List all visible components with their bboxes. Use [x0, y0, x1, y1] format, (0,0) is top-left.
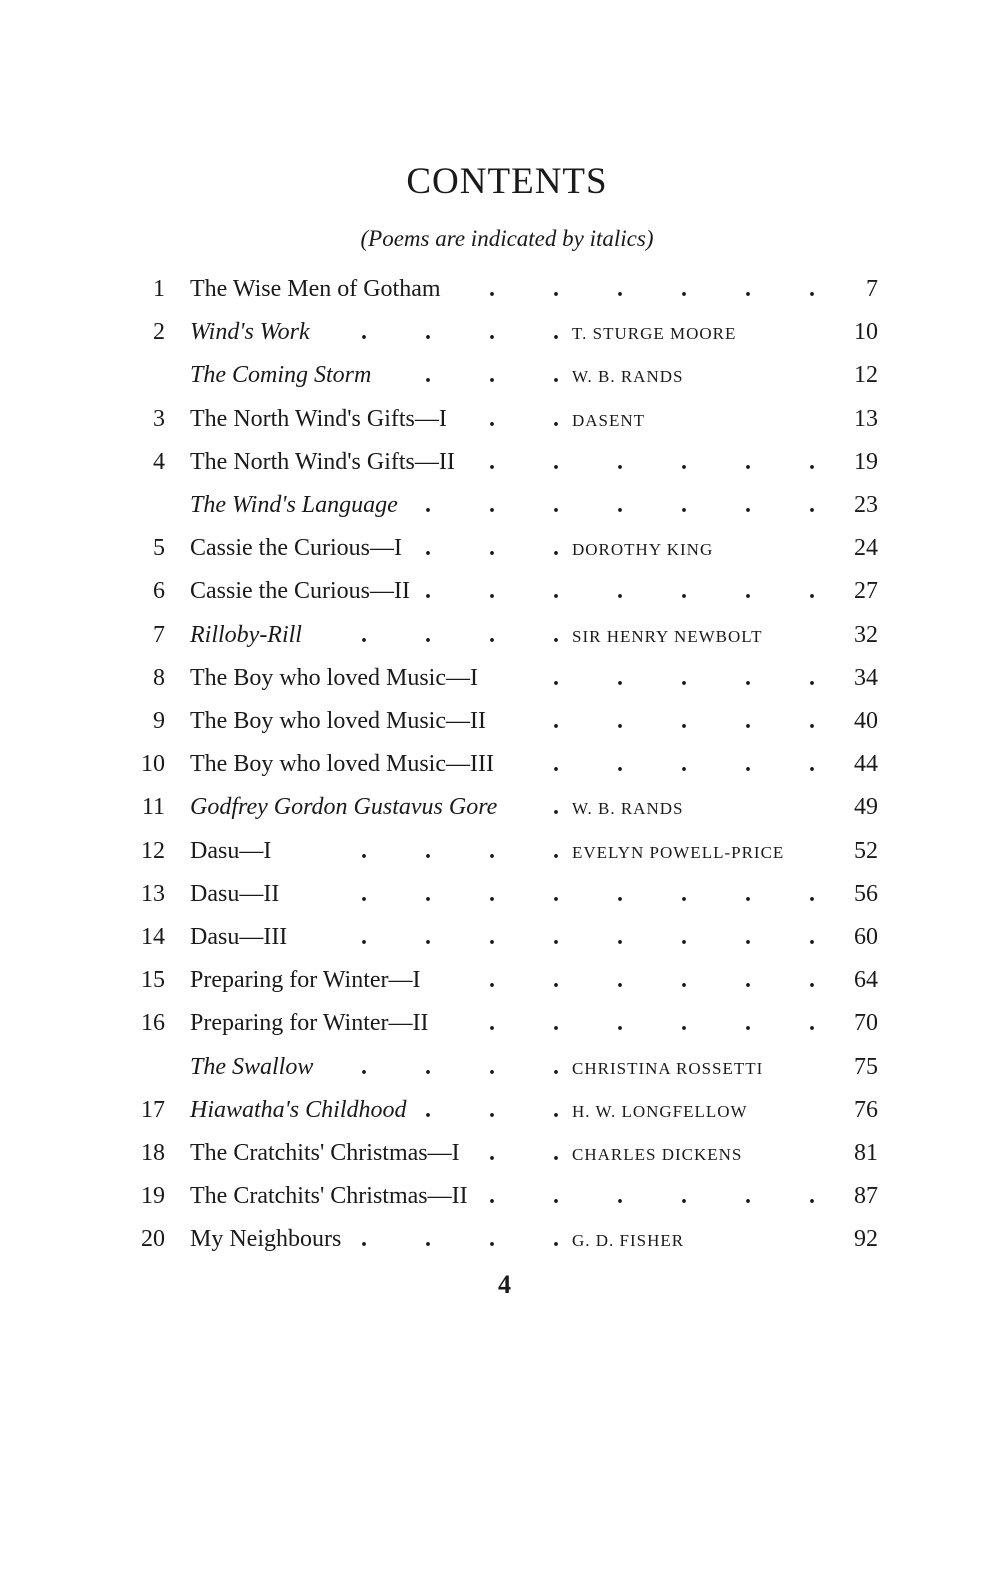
dot-leader: . [553, 880, 559, 907]
dot-leader: . [617, 1183, 623, 1210]
dot-leader: . [553, 664, 559, 691]
entry-page: 23 [854, 492, 878, 518]
contents-entry [0, 665, 1000, 705]
entry-number: 7 [153, 621, 165, 648]
italics-note: (Poems are indicated by italics) [360, 226, 654, 251]
dot-leader: . [553, 1226, 559, 1253]
contents-entry [0, 622, 1000, 662]
contents-entry [0, 1140, 1000, 1180]
dot-leader: . [809, 967, 815, 994]
dot-leader: . [553, 1140, 559, 1166]
dot-leader: . [489, 362, 495, 389]
entry-page: 12 [854, 362, 878, 389]
contents-entry [0, 967, 1000, 1007]
entry-number: 3 [153, 405, 165, 432]
dot-leader: . [489, 1140, 495, 1166]
entry-author: DOROTHY KING [572, 540, 714, 560]
entry-number: 9 [153, 708, 165, 734]
entry-title: The North Wind's Gifts—II [190, 448, 455, 475]
dot-leader: . [809, 664, 815, 691]
entry-author: W. B. RANDS [572, 367, 684, 387]
entry-title: The Wise Men of Gotham [190, 276, 441, 302]
entry-author: EVELYN POWELL-PRICE [572, 842, 785, 862]
entry-number: 19 [141, 1183, 165, 1210]
dot-leader: . [681, 1183, 687, 1210]
dot-leader: . [361, 837, 367, 864]
contents-entry [0, 751, 1000, 791]
dot-leader: . [361, 319, 367, 346]
dot-leader: . [489, 276, 495, 302]
dot-leader: . [425, 880, 431, 907]
entry-author: CHRISTINA ROSSETTI [572, 1058, 764, 1078]
contents-entry [0, 319, 1000, 359]
entry-number: 2 [153, 319, 165, 346]
entry-number: 17 [141, 1096, 165, 1123]
entry-author: SIR HENRY NEWBOLT [572, 626, 763, 646]
entry-page: 40 [854, 708, 878, 734]
dot-leader: . [681, 924, 687, 950]
dot-leader: . [745, 578, 751, 605]
entry-page: 92 [854, 1226, 878, 1253]
dot-leader: . [361, 880, 367, 907]
entry-author: W. B. RANDS [572, 799, 684, 819]
contents-entry [0, 1183, 1000, 1223]
contents-entry [0, 794, 1000, 834]
entry-title: Godfrey Gordon Gustavus Gore [190, 794, 498, 821]
entry-number: 11 [141, 794, 165, 821]
entry-page: 75 [854, 1053, 878, 1080]
entry-title: The Swallow [190, 1053, 314, 1080]
dot-leader: . [809, 880, 815, 907]
dot-leader: . [681, 276, 687, 302]
entry-page: 70 [854, 1010, 878, 1037]
dot-leader: . [361, 1226, 367, 1253]
dot-leader: . [617, 578, 623, 605]
dot-leader: . [425, 362, 431, 389]
dot-leader: . [617, 492, 623, 518]
dot-leader: . [361, 924, 367, 950]
entry-number: 1 [153, 276, 165, 302]
dot-leader: . [617, 1010, 623, 1037]
dot-leader: . [553, 578, 559, 605]
entry-page: 87 [854, 1183, 878, 1210]
dot-leader: . [745, 708, 751, 734]
dot-leader: . [489, 535, 495, 562]
dot-leader: . [489, 924, 495, 950]
dot-leader: . [745, 751, 751, 778]
entry-page: 56 [854, 880, 878, 907]
entry-number: 6 [153, 578, 165, 605]
dot-leader: . [745, 880, 751, 907]
page-title: CONTENTS [406, 161, 608, 202]
entry-title: Hiawatha's Childhood [190, 1096, 407, 1123]
dot-leader: . [553, 837, 559, 864]
entry-author: CHARLES DICKENS [572, 1145, 743, 1164]
dot-leader: . [809, 708, 815, 734]
dot-leader: . [809, 751, 815, 778]
entry-title: Cassie the Curious—I [190, 535, 402, 562]
dot-leader: . [745, 967, 751, 994]
dot-leader: . [489, 578, 495, 605]
entry-page: 49 [854, 794, 878, 821]
dot-leader: . [745, 492, 751, 518]
contents-entry [0, 881, 1000, 921]
dot-leader: . [617, 276, 623, 302]
entry-title: The Cratchits' Christmas—II [190, 1183, 468, 1210]
dot-leader: . [553, 319, 559, 346]
dot-leader: . [489, 319, 495, 346]
entry-author: G. D. FISHER [572, 1231, 685, 1251]
entry-title: Rilloby-Rill [190, 621, 302, 648]
entry-title: The Boy who loved Music—III [190, 751, 494, 778]
dot-leader: . [809, 276, 815, 302]
dot-leader: . [553, 1183, 559, 1210]
entry-number: 20 [141, 1226, 165, 1253]
entry-number: 4 [153, 448, 165, 475]
dot-leader: . [681, 448, 687, 475]
entry-page: 34 [854, 664, 878, 691]
dot-leader: . [425, 837, 431, 864]
entry-title: Preparing for Winter—I [190, 967, 421, 994]
dot-leader: . [681, 578, 687, 605]
dot-leader: . [553, 708, 559, 734]
dot-leader: . [489, 1053, 495, 1080]
entry-page: 52 [854, 837, 878, 864]
dot-leader: . [425, 1053, 431, 1080]
entry-title: Preparing for Winter—II [190, 1010, 429, 1037]
dot-leader: . [553, 362, 559, 389]
dot-leader: . [809, 448, 815, 475]
dot-leader: . [617, 751, 623, 778]
entry-title: Dasu—III [190, 924, 288, 950]
dot-leader: . [681, 967, 687, 994]
entry-page: 64 [854, 967, 878, 994]
entry-number: 5 [153, 535, 165, 562]
dot-leader: . [489, 880, 495, 907]
dot-leader: . [425, 492, 431, 518]
dot-leader: . [809, 924, 815, 950]
dot-leader: . [617, 664, 623, 691]
dot-leader: . [681, 1010, 687, 1037]
dot-leader: . [489, 492, 495, 518]
entry-page: 27 [854, 578, 878, 605]
dot-leader: . [745, 664, 751, 691]
dot-leader: . [681, 492, 687, 518]
entry-page: 76 [854, 1096, 878, 1123]
entry-title: The Boy who loved Music—II [190, 708, 486, 734]
entry-title: Wind's Work [190, 319, 310, 346]
entry-author: DASENT [572, 410, 646, 430]
entry-number: 13 [141, 880, 165, 907]
dot-leader: . [617, 708, 623, 734]
dot-leader: . [489, 837, 495, 864]
dot-leader: . [809, 492, 815, 518]
entry-page: 19 [854, 448, 878, 475]
dot-leader: . [553, 492, 559, 518]
entry-page: 24 [854, 535, 878, 562]
dot-leader: . [681, 880, 687, 907]
entry-title: The Coming Storm [190, 362, 372, 389]
entry-page: 32 [854, 621, 878, 648]
contents-entry [0, 708, 1000, 748]
dot-leader: . [425, 924, 431, 950]
contents-entry [0, 1054, 1000, 1094]
dot-leader: . [425, 621, 431, 648]
entry-title: The Cratchits' Christmas—I [190, 1140, 460, 1166]
dot-leader: . [617, 880, 623, 907]
entry-title: The Wind's Language [190, 492, 398, 518]
dot-leader: . [553, 967, 559, 994]
entry-author: T. STURGE MOORE [572, 324, 737, 344]
dot-leader: . [361, 621, 367, 648]
contents-entry [0, 449, 1000, 489]
dot-leader: . [745, 1183, 751, 1210]
dot-leader: . [745, 276, 751, 302]
dot-leader: . [489, 1096, 495, 1123]
contents-entry [0, 1010, 1000, 1050]
dot-leader: . [553, 535, 559, 562]
contents-entry [0, 276, 1000, 316]
dot-leader: . [553, 1096, 559, 1123]
contents-entry [0, 924, 1000, 964]
dot-leader: . [489, 1226, 495, 1253]
dot-leader: . [553, 1010, 559, 1037]
dot-leader: . [425, 319, 431, 346]
dot-leader: . [361, 1053, 367, 1080]
entry-page: 60 [854, 924, 878, 950]
contents-entry [0, 492, 1000, 532]
dot-leader: . [745, 924, 751, 950]
entry-author: H. W. LONGFELLOW [572, 1101, 748, 1121]
entry-page: 13 [854, 405, 878, 432]
entry-number: 16 [141, 1010, 165, 1037]
entry-page: 10 [854, 319, 878, 346]
dot-leader: . [681, 664, 687, 691]
dot-leader: . [617, 967, 623, 994]
contents-entry [0, 1097, 1000, 1137]
dot-leader: . [553, 276, 559, 302]
contents-entry [0, 535, 1000, 575]
dot-leader: . [489, 405, 495, 432]
entry-title: My Neighbours [190, 1226, 342, 1253]
dot-leader: . [809, 578, 815, 605]
entry-title: Cassie the Curious—II [190, 578, 410, 605]
dot-leader: . [553, 924, 559, 950]
dot-leader: . [489, 967, 495, 994]
dot-leader: . [489, 621, 495, 648]
entry-page: 81 [854, 1140, 878, 1166]
dot-leader: . [745, 1010, 751, 1037]
dot-leader: . [425, 1096, 431, 1123]
entry-title: Dasu—II [190, 880, 280, 907]
entry-number: 10 [141, 751, 165, 778]
entry-title: The Boy who loved Music—I [190, 664, 478, 691]
dot-leader: . [553, 448, 559, 475]
entry-page: 7 [866, 276, 878, 302]
contents-entry [0, 838, 1000, 878]
entry-number: 18 [141, 1140, 165, 1166]
dot-leader: . [681, 708, 687, 734]
dot-leader: . [489, 1010, 495, 1037]
dot-leader: . [745, 448, 751, 475]
dot-leader: . [809, 1010, 815, 1037]
contents-entry [0, 578, 1000, 618]
dot-leader: . [809, 1183, 815, 1210]
page-number: 4 [498, 1270, 511, 1299]
dot-leader: . [553, 794, 559, 821]
dot-leader: . [681, 751, 687, 778]
dot-leader: . [553, 621, 559, 648]
contents-entry [0, 1226, 1000, 1266]
dot-leader: . [425, 578, 431, 605]
entry-title: Dasu—I [190, 837, 272, 864]
dot-leader: . [425, 1226, 431, 1253]
entry-page: 44 [854, 751, 878, 778]
dot-leader: . [489, 1183, 495, 1210]
dot-leader: . [489, 448, 495, 475]
dot-leader: . [617, 448, 623, 475]
entry-number: 14 [141, 924, 165, 950]
contents-entry [0, 406, 1000, 446]
entry-title: The North Wind's Gifts—I [190, 405, 447, 432]
entry-number: 12 [141, 837, 165, 864]
dot-leader: . [425, 535, 431, 562]
dot-leader: . [553, 1053, 559, 1080]
contents-entry [0, 362, 1000, 402]
entry-number: 15 [141, 967, 165, 994]
entry-number: 8 [153, 664, 165, 691]
dot-leader: . [553, 751, 559, 778]
dot-leader: . [617, 924, 623, 950]
dot-leader: . [553, 405, 559, 432]
